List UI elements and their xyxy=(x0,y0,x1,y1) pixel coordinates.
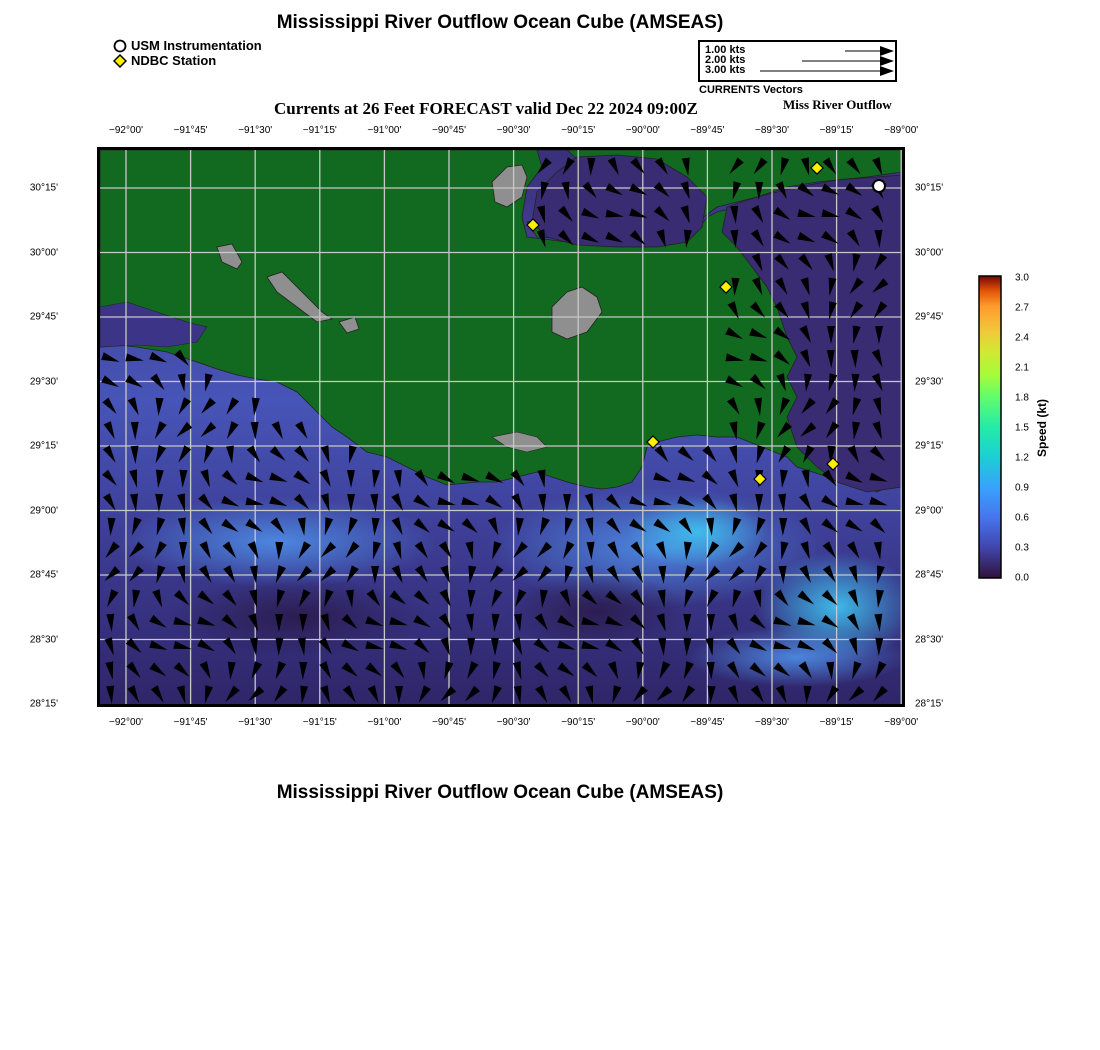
legend-usm xyxy=(113,38,262,53)
map-title: Mississippi River Outflow Ocean Cube (AMSEAS) xyxy=(276,12,724,33)
lon-tick-label: −91°45' xyxy=(173,125,208,136)
lon-tick-label: −90°15' xyxy=(561,717,596,728)
lat-tick-label: 28°30' xyxy=(915,634,944,645)
colorbar-tick-label: 1.8 xyxy=(1015,392,1029,404)
lon-tick-label: −90°00' xyxy=(625,717,660,728)
colorbar-tick-label: 1.2 xyxy=(1015,452,1029,464)
lat-tick-label: 30°15' xyxy=(29,182,58,194)
lat-tick-label: 29°45' xyxy=(29,311,58,323)
bottom-title: Mississippi River Outflow Ocean Cube (AMSEAS) xyxy=(276,782,724,803)
lat-tick-label: 29°00' xyxy=(915,505,944,516)
vector-scale-box xyxy=(698,40,897,82)
lon-tick-label: −91°00' xyxy=(367,125,402,136)
legend-ndbc xyxy=(113,53,216,68)
region-label: Miss River Outflow xyxy=(783,97,892,112)
colorbar-label: Speed (kt) xyxy=(1035,398,1049,458)
lon-tick-label: −89°45' xyxy=(690,717,725,728)
vector-scale-1: 1.00 kts xyxy=(705,44,746,56)
lon-tick-label: −92°00' xyxy=(109,125,143,136)
lon-tick-label: −90°45' xyxy=(432,717,466,728)
colorbar-tick-label: 1.5 xyxy=(1015,422,1029,434)
vector-scale-arrows xyxy=(700,42,895,80)
usm-station-marker[interactable] xyxy=(873,180,885,192)
colorbar-tick-label: 0.9 xyxy=(1015,482,1029,494)
lon-tick-label: −91°30' xyxy=(238,717,273,728)
vector-scale-title: CURRENTS Vectors xyxy=(699,84,803,96)
lon-tick-label: −89°00' xyxy=(884,717,919,728)
legend-usm-label: USM Instrumentation xyxy=(131,38,262,53)
colorbar-tick-label: 0.6 xyxy=(1015,512,1029,524)
lon-tick-label: −91°30' xyxy=(238,125,273,136)
usm-circle-icon xyxy=(113,39,127,53)
lat-tick-label: 29°45' xyxy=(915,311,944,323)
colorbar-tick-label: 2.4 xyxy=(1015,332,1029,344)
lat-tick-label: 30°00' xyxy=(915,247,944,258)
colorbar-tick-label: 0.3 xyxy=(1015,542,1029,554)
lat-tick-label: 29°30' xyxy=(915,376,944,387)
lon-tick-label: −91°15' xyxy=(302,717,337,728)
colorbar-tick-label: 2.1 xyxy=(1015,362,1029,374)
lon-tick-label: −89°00' xyxy=(884,125,919,136)
lon-tick-label: −91°00' xyxy=(367,717,402,728)
lon-tick-label: −91°45' xyxy=(173,717,208,728)
lon-tick-label: −89°30' xyxy=(755,125,789,136)
lon-tick-label: −90°15' xyxy=(561,125,596,136)
vector-scale-3: 3.00 kts xyxy=(705,64,746,76)
lon-tick-label: −90°30' xyxy=(496,717,531,728)
speed-colorbar xyxy=(978,275,1002,580)
lat-tick-label: 29°30' xyxy=(29,376,58,387)
lat-tick-label: 29°00' xyxy=(29,505,58,516)
lon-tick-label: −90°00' xyxy=(625,125,660,136)
lon-tick-label: −89°45' xyxy=(690,125,725,136)
lat-tick-label: 29°15' xyxy=(915,440,944,452)
lat-tick-label: 28°30' xyxy=(29,634,58,645)
lon-tick-label: −89°15' xyxy=(819,717,854,728)
lon-tick-label: −92°00' xyxy=(109,717,143,728)
lat-tick-label: 28°15' xyxy=(29,698,58,710)
currents-map xyxy=(97,147,905,707)
lat-tick-label: 28°45' xyxy=(29,569,58,581)
lon-tick-label: −91°15' xyxy=(302,125,337,136)
lat-tick-label: 28°45' xyxy=(915,569,944,581)
colorbar-tick-label: 2.7 xyxy=(1015,302,1029,314)
lat-tick-label: 28°15' xyxy=(915,698,944,710)
lon-tick-label: −89°15' xyxy=(819,125,854,136)
colorbar-tick-label: 3.0 xyxy=(1015,272,1029,284)
ndbc-diamond-icon xyxy=(113,54,127,68)
lon-tick-label: −90°45' xyxy=(432,125,466,136)
lat-tick-label: 30°00' xyxy=(29,247,58,258)
lon-tick-label: −90°30' xyxy=(496,125,531,136)
map-subtitle: Currents at 26 Feet FORECAST valid Dec 22 2024 09:00Z xyxy=(274,99,698,118)
colorbar-tick-label: 0.0 xyxy=(1015,572,1029,584)
lat-tick-label: 30°15' xyxy=(915,182,944,194)
legend-ndbc-label: NDBC Station xyxy=(131,53,217,68)
lat-tick-label: 29°15' xyxy=(29,440,58,452)
vector-scale-2: 2.00 kts xyxy=(705,54,746,66)
lon-tick-label: −89°30' xyxy=(755,717,789,728)
